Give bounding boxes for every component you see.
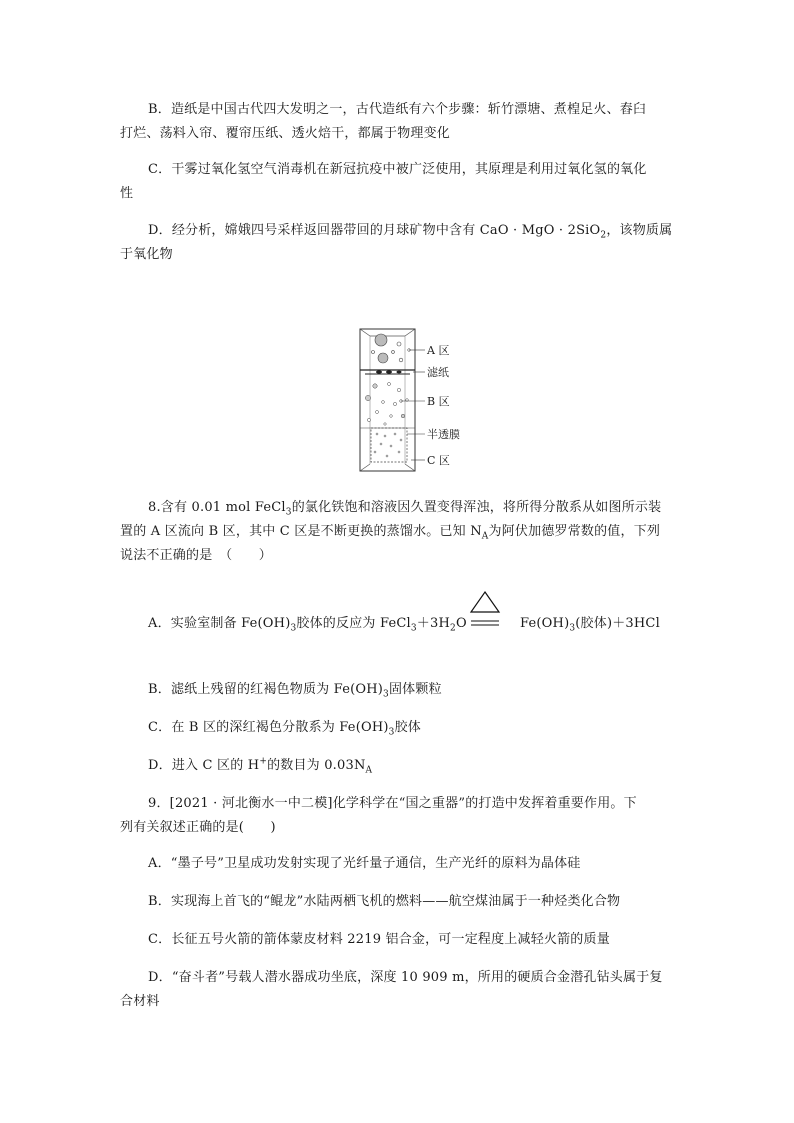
- option-c-line1: C．干雾过氧化氢空气消毒机在新冠抗疫中被广泛使用，其原理是利用过氧化氢的氧化: [148, 162, 647, 177]
- label-a-zone: A 区: [427, 344, 450, 357]
- dialysis-apparatus-diagram: [355, 324, 495, 474]
- q9-stem-line2: 列有关叙述正确的是( ): [120, 820, 276, 835]
- q9-option-a: A．“墨子号”卫星成功发射实现了光纤量子通信，生产光纤的原料为晶体硅: [148, 856, 581, 871]
- q9-stem-line1: 9．[2021 · 河北衡水一中二模]化学科学在“国之重器”的打造中发挥着重要作用。下: [148, 796, 637, 811]
- option-d-line2: 于氧化物: [120, 247, 173, 262]
- label-c-zone: C 区: [427, 454, 450, 467]
- q8-option-b: B．滤纸上残留的红褐色物质为 $Fe(OH)_3$固体颗粒: [148, 682, 442, 700]
- q8-option-a-right: $Fe(OH)_3$(胶体)＋3HCl: [520, 616, 660, 634]
- q9-option-d-line2: 合材料: [120, 994, 160, 1009]
- option-d-line1: D．经分析，嫦娥四号采样返回器带回的月球矿物中含有 CaO · MgO · 2SiO$_2$，该物质属: [148, 223, 673, 241]
- q8-stem-line3: 说法不正确的是 （ ）: [120, 548, 272, 563]
- q8-option-c: C．在 B 区的深红褐色分散系为 $Fe(OH)_3$胶体: [148, 720, 421, 738]
- option-b-line1: B．造纸是中国古代四大发明之一，古代造纸有六个步骤：斩竹漂塘、煮楻足火、舂臼: [148, 102, 647, 117]
- label-b-zone: B 区: [427, 395, 450, 408]
- label-filter-paper: 滤纸: [427, 366, 449, 379]
- heat-condition-equals-symbol: [468, 590, 502, 630]
- q8-stem-line2: 置的 A 区流向 B 区，其中 C 区是不断更换的蒸馏水。已知 $N_A$为阿伏加德罗常数的值，下列: [120, 524, 661, 542]
- q8-option-a-left: A．实验室制备 $Fe(OH)_3$胶体的反应为 $FeCl_3+3H_2O$: [148, 616, 467, 634]
- q9-option-d-line1: D．“奋斗者”号载人潜水器成功坐底，深度 10 909 m，所用的硬质合金潜孔钻头属于复: [148, 970, 663, 985]
- option-b-line2: 打烂、荡料入帘、覆帘压纸、透火焙干，都属于物理变化: [120, 126, 451, 141]
- label-membrane: 半透膜: [427, 428, 460, 441]
- q8-option-d: D．进入 C 区的 H+的数目为 $0.03N_A$: [148, 756, 373, 776]
- q9-option-b: B．实现海上首飞的“鲲龙”水陆两栖飞机的燃料——航空煤油属于一种烃类化合物: [148, 894, 621, 909]
- q8-stem-line1: 8.含有 0.01 mol FeCl$_3$的氯化铁饱和溶液因久置变得浑浊，将所得分散系从如图所示装: [148, 500, 662, 518]
- option-c-line2: 性: [120, 186, 134, 201]
- q9-option-c: C．长征五号火箭的箭体蒙皮材料 2219 铝合金，可一定程度上减轻火箭的质量: [148, 932, 610, 947]
